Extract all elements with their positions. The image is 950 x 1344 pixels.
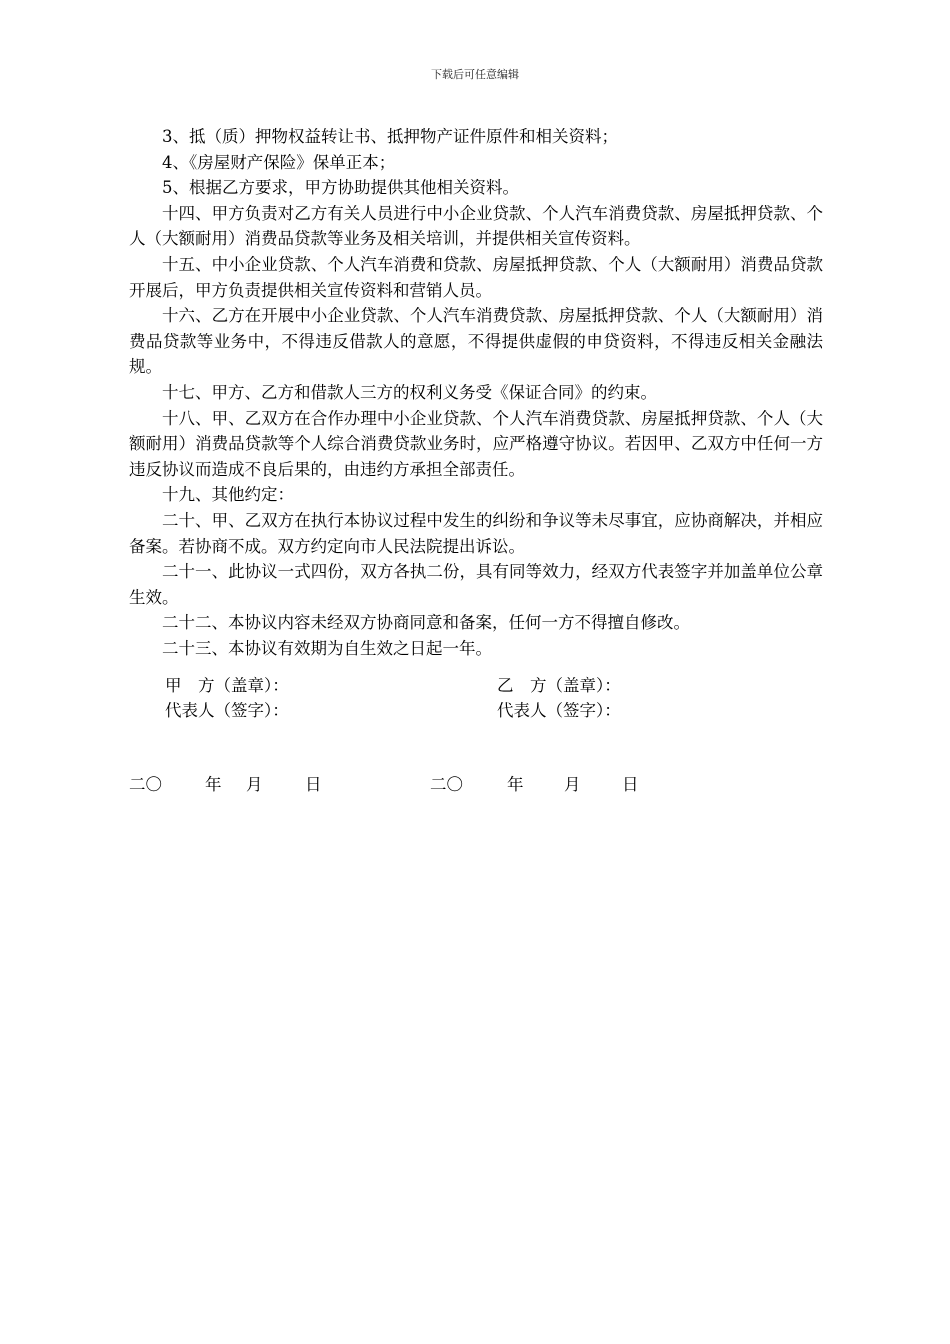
- party-b-rep-label: 代表人（签字）：: [497, 701, 621, 720]
- party-a-day: 日: [305, 775, 322, 794]
- clause-17: 十七、甲方、乙方和借款人三方的权利义务受《保证合同》的约束。: [162, 382, 657, 402]
- clause-19: 十九、其他约定：: [162, 485, 294, 505]
- clause-item-4: 4、《房屋财产保险》保单正本；: [162, 152, 396, 172]
- party-a-year-prefix: 二〇: [129, 775, 162, 794]
- clause-item-5: 5、根据乙方要求，甲方协助提供其他相关资料。: [162, 178, 519, 198]
- clause-18: 十八、甲、乙双方在合作办理中小企业贷款、个人汽车消费贷款、房屋抵押贷款、个人（大额耐用）消费品贷款等个人综合消费贷款业务时，应严格遵守协议。若因甲、乙双方中任何一方违反协议而造成不良后果的，由违约方承担全部责任。: [129, 408, 823, 479]
- party-b-year: 年: [507, 775, 524, 794]
- party-a-year: 年: [205, 775, 222, 794]
- party-a-rep-label: 代表人（签字）：: [165, 701, 289, 720]
- clause-23: 二十三、本协议有效期为自生效之日起一年。: [162, 638, 492, 658]
- party-b-month: 月: [564, 775, 581, 794]
- clause-21: 二十一、此协议一式四份，双方各执二份，具有同等效力，经双方代表签字并加盖单位公章生效。: [129, 562, 823, 607]
- agreement-body: [129, 124, 823, 661]
- header-note: 下载后可任意编辑: [431, 68, 519, 81]
- clause-22: 二十二、本协议内容未经双方协商同意和备案，任何一方不得擅自修改。: [162, 613, 690, 633]
- clause-16: 十六、乙方在开展中小企业贷款、个人汽车消费贷款、房屋抵押贷款、个人（大额耐用）消费品贷款等业务中，不得违反借款人的意愿，不得提供虚假的申贷资料，不得违反相关金融法规。: [129, 306, 823, 377]
- clause-14: 十四、甲方负责对乙方有关人员进行中小企业贷款、个人汽车消费贷款、房屋抵押贷款、个人（大额耐用）消费品贷款等业务及相关培训，并提供相关宣传资料。: [129, 203, 823, 249]
- party-b-seal-label: 乙 方（盖章）：: [497, 676, 621, 695]
- clause-15: 十五、中小企业贷款、个人汽车消费和贷款、房屋抵押贷款、个人（大额耐用）消费品贷款开展后，甲方负责提供相关宣传资料和营销人员。: [129, 254, 823, 300]
- party-a-month: 月: [246, 775, 263, 794]
- party-a-seal-label: 甲 方（盖章）：: [165, 676, 289, 695]
- party-b-year-prefix: 二〇: [430, 775, 463, 794]
- party-b-day: 日: [622, 775, 639, 794]
- clause-20: 二十、甲、乙双方在执行本协议过程中发生的纠纷和争议等未尽事宜，应协商解决，并相应备案。若协商不成。双方约定向市人民法院提出诉讼。: [129, 510, 823, 556]
- clause-item-3: 3、抵（质）押物权益转让书、抵押物产证件原件和相关资料；: [162, 127, 618, 146]
